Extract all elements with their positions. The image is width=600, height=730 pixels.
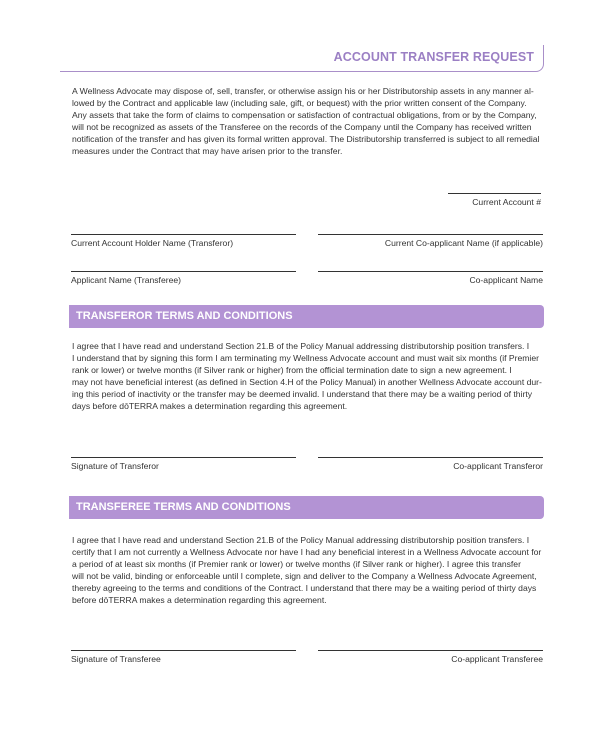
transferor-paragraph — [72, 340, 545, 413]
coapplicant-transferee-signature-field[interactable]: Co-applicant Transferee — [318, 650, 543, 664]
transferee-paragraph — [72, 534, 545, 607]
transferor-line: I agree that I have read and understand Section 21.B of the Policy Manual addressing distributorship position transfers. I — [72, 341, 530, 351]
transferee-line: will not be valid, binding or enforceable until I complete, sign and deliver to the Company a Wellness Advocate Agreement, — [72, 571, 537, 582]
page-title: ACCOUNT TRANSFER REQUEST — [333, 50, 534, 64]
intro-paragraph — [72, 85, 545, 158]
applicant-name-field[interactable]: Applicant Name (Transferee) — [71, 271, 296, 285]
current-holder-field[interactable]: Current Account Holder Name (Transferor) — [71, 234, 296, 248]
coapplicant-name-field[interactable]: Co-applicant Name — [318, 271, 543, 285]
transferee-signature-field[interactable]: Signature of Transferee — [71, 650, 296, 664]
transferor-line: may not have beneficial interest (as defined in Section 4.H of the Policy Manual) in another Wellness Advocate account dur- — [72, 377, 542, 388]
transferor-signature-field[interactable]: Signature of Transferor — [71, 457, 296, 471]
transferee-heading: TRANSFEREE TERMS AND CONDITIONS — [69, 496, 544, 519]
transferee-line: a period of at least six months (if Premier rank or lower) or twelve months (if Silver rank or higher). I agree this transfer — [72, 559, 521, 570]
intro-line: Any assets that take the form of claims to compensation or satisfaction of contractual obligations, from or by the Company, — [72, 110, 537, 121]
transferee-line: thereby agreeing to the terms and conditions of the Contract. I understand that there may be a waiting period of thirty days — [72, 583, 537, 594]
transferor-line: I understand that by signing this form I am terminating my Wellness Advocate account and must wait six months (if Premier — [72, 353, 539, 364]
coapplicant-transferor-signature-field[interactable]: Co-applicant Transferor — [318, 457, 543, 471]
current-coapplicant-field[interactable]: Current Co-applicant Name (if applicable) — [318, 234, 543, 248]
intro-line: A Wellness Advocate may dispose of, sell, transfer, or otherwise assign his or her Distributorship assets in any manner al- — [72, 86, 534, 96]
transferor-line: ing this period of inactivity or the transfer may be deemed invalid. I understand that there may be a waiting period of thirty — [72, 389, 533, 400]
transferor-heading: TRANSFEROR TERMS AND CONDITIONS — [69, 305, 544, 328]
intro-line: will not be recognized as assets of the Transferee on the records of the Company until the Company has received written — [72, 122, 532, 133]
transferor-line: days before dōTERRA makes a determination regarding this agreement. — [72, 401, 348, 412]
intro-line: notification of the transfer and has given its formal written approval. The Distributorship transferred is subject to all remedial — [72, 134, 540, 145]
transferee-line: before dōTERRA makes a determination regarding this agreement. — [72, 595, 327, 606]
current-account-field[interactable]: Current Account # — [448, 193, 541, 207]
transferee-line: certify that I am not currently a Wellness Advocate nor have I had any beneficial interest in a Wellness Advocate account for — [72, 547, 542, 558]
intro-line: measures under the Contract that may have arisen prior to the transfer. — [72, 146, 343, 157]
transferor-line: rank or lower) or twelve months (if Silver rank or higher) from the official termination date to sign a new agreement. I — [72, 365, 512, 376]
transferee-line: I agree that I have read and understand Section 21.B of the Policy Manual addressing distributorship position transfers. I — [72, 535, 530, 545]
intro-line: lowed by the Contract and applicable law (including sale, gift, or bequest) with the prior written consent of the Company. — [72, 98, 527, 109]
header — [60, 44, 544, 72]
